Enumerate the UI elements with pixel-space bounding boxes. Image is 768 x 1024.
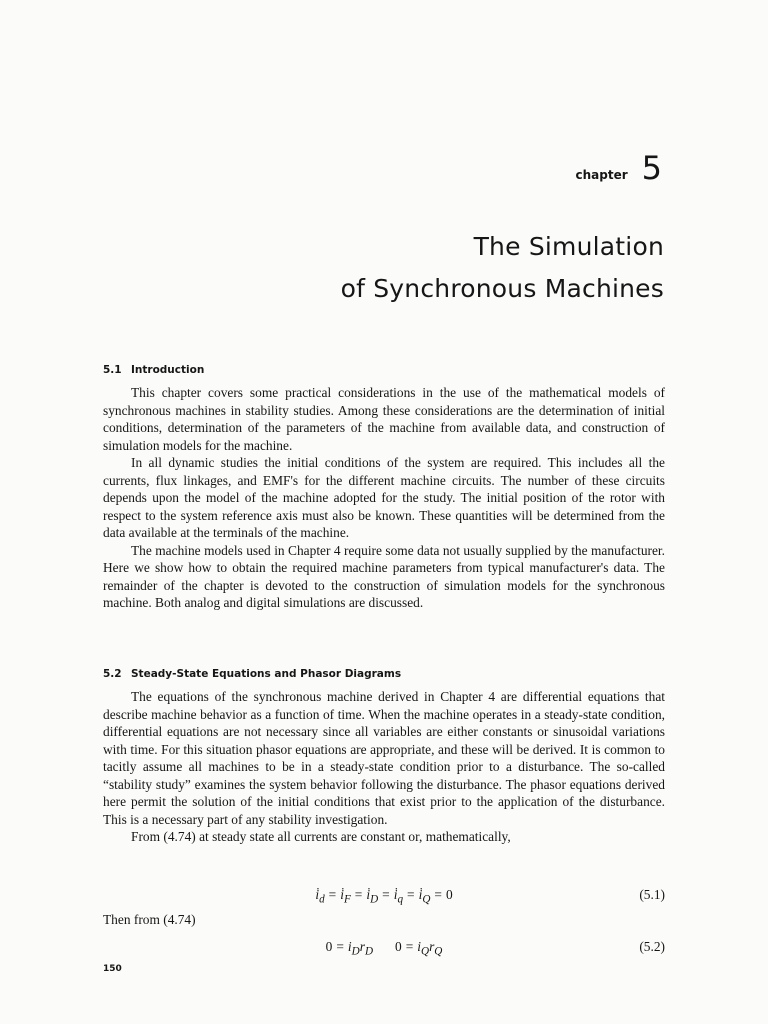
paragraph: From (4.74) at steady state all currents are constant or, mathematically, (131, 829, 511, 844)
section-title: Introduction (131, 364, 205, 376)
section-body-5-2 (103, 688, 665, 846)
equals-sign: = (407, 887, 415, 902)
section-title: Steady-State Equations and Phasor Diagrams (131, 668, 402, 680)
equation-5-2 (103, 938, 665, 956)
section-body-5-1 (103, 384, 665, 612)
paragraph: This chapter covers some practical considerations in the use of the mathematical models of synchronous machines in stability studies. Among these considerations are the determination of initial conditions, determination of the parameters of the machine from available data, and construction of simulation models for the machine. (103, 385, 665, 453)
current-resistance-product: $i_Qr_Q$ (417, 939, 443, 958)
equation-term-group (325, 939, 373, 958)
equation-rhs: 0 (445, 887, 453, 902)
current-derivative-term: $i̇_Q$ (418, 887, 431, 906)
paragraph: The machine models used in Chapter 4 require some data not usually supplied by the manufacturer. Here we show how to obtain the required machine parameters from typical manufacturer's data. The remainder of the chapter is devoted to the construction of simulation models for the synchronous machine. Both analog and digital simulations are discussed. (103, 542, 665, 610)
equals-sign: = (354, 887, 363, 902)
section-heading-5-2 (103, 668, 401, 680)
current-derivative-term: $i̇_D$ (366, 887, 379, 906)
equation-lhs: 0 (325, 939, 333, 954)
chapter-title (341, 226, 664, 310)
page-number: 150 (103, 964, 122, 974)
paragraph: In all dynamic studies the initial conditions of the system are required. This includes all the currents, flux linkages, and EMF's for the different machine circuits. The number of these circuits depends upon the model of the machine adopted for the study. The initial position of the rotor with respect to the system reference axis must also be known. These quantities will be determined from the data available at the terminals of the machine. (103, 455, 665, 540)
equation-5-1 (103, 886, 665, 904)
section-number: 5.2 (103, 668, 122, 680)
paragraph: The equations of the synchronous machine derived in Chapter 4 are differential equations that describe machine behavior as a function of time. When the machine operates in a steady-state condition, differential equations are not necessary since all variables are either constants or sinusoidal variations with time. For this situation phasor equations are appropriate, and these will be derived. It is common to tacitly assume all machines to be in a steady-state condition prior to a disturbance. The so-called “stability study” examines the system behavior following the disturbance. The phasor equations derived here permit the solution of the initial conditions that exist prior to the application of the disturbance. This is a necessary part of any stability investigation. (103, 689, 665, 827)
equals-sign: = (336, 939, 344, 954)
chapter-title-line-2: of Synchronous Machines (340, 274, 664, 303)
equals-sign: = (405, 939, 414, 954)
equals-sign: = (382, 887, 390, 902)
equation-label: (5.1) (639, 887, 665, 902)
chapter-word: chapter (575, 168, 628, 182)
current-resistance-product: $i_Dr_D$ (347, 939, 373, 958)
equals-sign: = (434, 887, 442, 902)
chapter-label (575, 149, 663, 187)
current-derivative-term: $i̇_q$ (393, 887, 404, 906)
chapter-number: 5 (641, 149, 662, 187)
chapter-title-line-1: The Simulation (473, 232, 664, 261)
current-derivative-term: $i̇_d$ (315, 887, 325, 906)
current-derivative-term: $i̇_F$ (340, 887, 351, 906)
section-heading-5-1 (103, 364, 204, 376)
section-number: 5.1 (103, 364, 122, 376)
between-equations-text: Then from (4.74) (103, 912, 196, 927)
equation-expression (103, 886, 665, 909)
equation-term-group (395, 939, 443, 958)
equation-lhs: 0 (395, 939, 402, 954)
equation-label: (5.2) (639, 939, 665, 954)
equals-sign: = (328, 887, 337, 902)
equation-expression (103, 938, 665, 961)
